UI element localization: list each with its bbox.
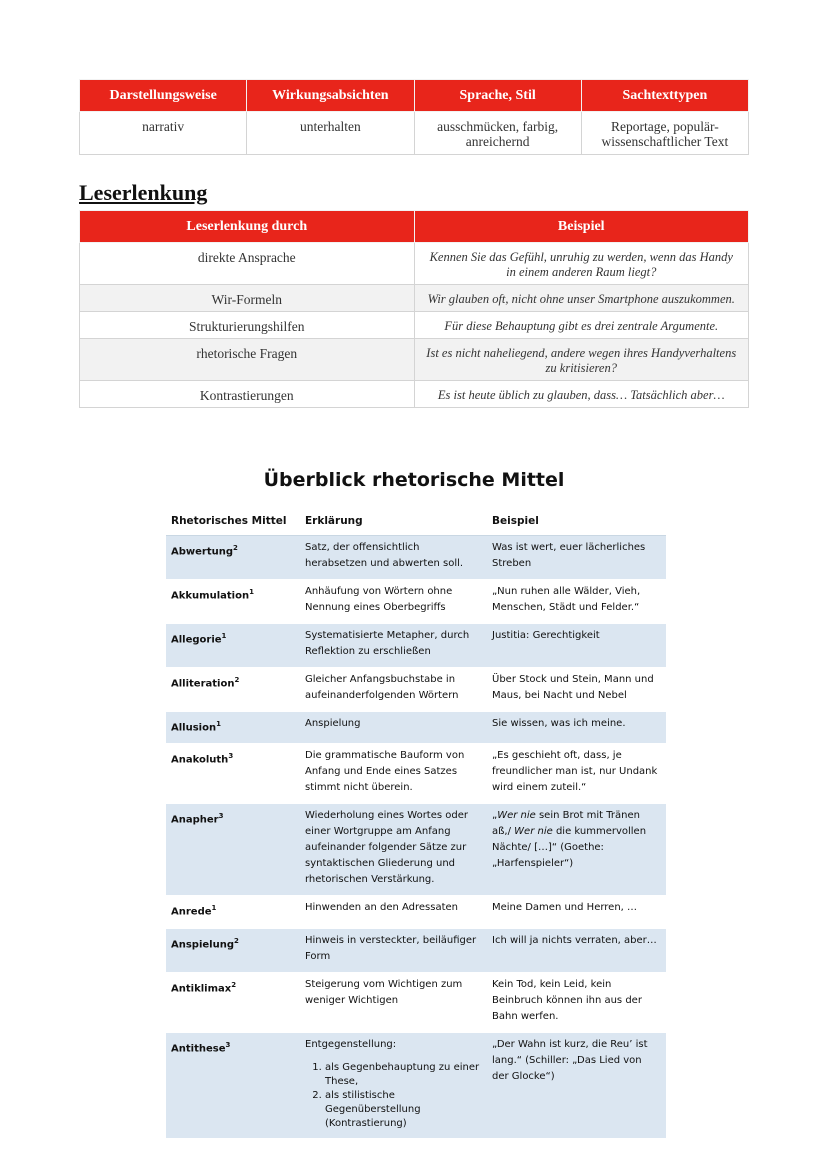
header-sprache-stil: Sprache, Stil: [414, 80, 581, 112]
table-row: [166, 668, 666, 712]
term-sup: 2: [234, 676, 240, 684]
term-name: Akkumulation: [171, 590, 250, 602]
leserlenkung-table: [79, 210, 749, 408]
leserlenkung-beispiel: Kennen Sie das Gefühl, unruhig zu werden, wenn das Handy in einem anderen Raum liegt?: [414, 243, 749, 285]
beispiel-cell: Über Stock und Stein, Mann und Maus, bei Nacht und Nebel: [487, 668, 666, 712]
erklaerung-cell: Anspielung: [300, 712, 487, 744]
term-name: Antithese: [171, 1042, 226, 1054]
leserlenkung-header-row: [80, 211, 749, 243]
term-sup: 1: [216, 720, 221, 728]
table-row: [166, 1032, 666, 1138]
table-row: [166, 580, 666, 624]
table-row: [80, 285, 749, 312]
term-cell: [166, 536, 300, 580]
term-cell: [166, 972, 300, 1032]
erklaerung-cell: Satz, der offensichtlich herabsetzen und abwerten soll.: [300, 536, 487, 580]
erklaerung-cell: Anhäufung von Wörtern ohne Nennung eines Oberbegriffs: [300, 580, 487, 624]
term-name: Anakoluth: [171, 754, 229, 766]
leserlenkung-beispiel: Es ist heute üblich zu glauben, dass… Tatsächlich aber…: [414, 381, 749, 408]
beispiel-cell: [487, 804, 666, 896]
erklaerung-cell: Hinwenden an den Adressaten: [300, 896, 487, 928]
erklaerung-cell: Gleicher Anfangsbuchstabe in aufeinanderfolgenden Wörtern: [300, 668, 487, 712]
term-cell: [166, 712, 300, 744]
beispiel-cell: Ich will ja nichts verraten, aber…: [487, 928, 666, 972]
header-erklaerung: Erklärung: [300, 507, 487, 536]
header-wirkungsabsichten: Wirkungsabsichten: [247, 80, 414, 112]
beispiel-text: die kummervollen Nächte/ […]“ (Goethe: „Harfenspieler“): [492, 826, 647, 870]
table-row: [80, 339, 749, 381]
erklaerung-text: Entgegenstellung:: [305, 1038, 397, 1050]
term-cell: [166, 1032, 300, 1138]
leserlenkung-mittel: Strukturierungshilfen: [80, 312, 415, 339]
beispiel-cell: Justitia: Gerechtigkeit: [487, 624, 666, 668]
erklaerung-cell: Hinweis in versteckter, beiläufiger Form: [300, 928, 487, 972]
term-name: Allegorie: [171, 634, 222, 646]
beispiel-emphasis: Wer nie: [514, 826, 553, 838]
list-item: 2. als stilistische Gegenüberstellung (Kontrastierung): [325, 1089, 482, 1131]
table-row: [166, 624, 666, 668]
term-cell: [166, 580, 300, 624]
table-row: [166, 744, 666, 804]
header-rhetorisches-mittel: Rhetorisches Mittel: [166, 507, 300, 536]
rhetorik-header-row: [166, 507, 666, 536]
term-name: Anrede: [171, 906, 212, 918]
beispiel-cell: „Es geschieht oft, dass, je freundlicher man ist, nur Undank wird einem zuteil.“: [487, 744, 666, 804]
term-name: Alliteration: [171, 678, 235, 690]
overview-header-row: [80, 80, 749, 112]
header-leserlenkung-durch: Leserlenkung durch: [80, 211, 415, 243]
header-darstellungsweise: Darstellungsweise: [80, 80, 247, 112]
table-row: [166, 536, 666, 580]
term-sup: 3: [225, 1040, 231, 1049]
table-row: [80, 381, 749, 408]
term-sup: 1: [249, 588, 254, 596]
table-row: [80, 243, 749, 285]
leserlenkung-beispiel: Wir glauben oft, nicht ohne unser Smartphone auszukommen.: [414, 285, 749, 312]
beispiel-cell: „Nun ruhen alle Wälder, Vieh, Menschen, Städt und Felder.“: [487, 580, 666, 624]
term-name: Allusion: [171, 722, 217, 734]
term-sup: 2: [231, 980, 237, 989]
term-sup: 2: [234, 936, 239, 945]
table-row: [166, 804, 666, 896]
term-cell: [166, 804, 300, 896]
overview-table: [79, 79, 749, 155]
leserlenkung-beispiel: Für diese Behauptung gibt es drei zentrale Argumente.: [414, 312, 749, 339]
term-name: Antiklimax: [171, 982, 232, 994]
table-row: [166, 972, 666, 1032]
header-beispiel: Beispiel: [414, 211, 749, 243]
erklaerung-cell: Systematisierte Metapher, durch Reflektion zu erschließen: [300, 624, 487, 668]
list-item: 1. als Gegenbehauptung zu einer These,: [325, 1061, 482, 1089]
beispiel-cell: Kein Tod, kein Leid, kein Beinbruch können ihn aus der Bahn werfen.: [487, 972, 666, 1032]
leserlenkung-mittel: Wir-Formeln: [80, 285, 415, 312]
term-cell: [166, 668, 300, 712]
term-sup: 1: [211, 904, 217, 913]
beispiel-cell: Meine Damen und Herren, …: [487, 896, 666, 928]
leserlenkung-mittel: direkte Ansprache: [80, 243, 415, 285]
overview-row: [80, 112, 749, 155]
header-sachtexttypen: Sachtexttypen: [581, 80, 748, 112]
term-sup: 1: [221, 632, 227, 640]
leserlenkung-heading: Leserlenkung: [79, 180, 208, 205]
term-cell: [166, 896, 300, 928]
table-row: [80, 312, 749, 339]
header-rhetorik-beispiel: Beispiel: [487, 507, 666, 536]
table-row: [166, 928, 666, 972]
leserlenkung-beispiel: Ist es nicht naheliegend, andere wegen ihres Handyverhaltens zu kritisieren?: [414, 339, 749, 381]
leserlenkung-mittel: rhetorische Fragen: [80, 339, 415, 381]
cell-sachtexttypen: Reportage, populär-wissenschaftlicher Text: [581, 112, 748, 155]
table-row: [166, 712, 666, 744]
term-name: Anspielung: [171, 938, 235, 950]
leserlenkung-mittel: Kontrastierungen: [80, 381, 415, 408]
erklaerung-cell: [300, 1032, 487, 1138]
rhetorik-table: [166, 507, 666, 1139]
term-sup: 3: [228, 752, 234, 761]
beispiel-cell: Sie wissen, was ich meine.: [487, 712, 666, 744]
beispiel-text: sein Brot mit Tränen aß,/: [492, 810, 640, 838]
term-cell: [166, 928, 300, 972]
term-name: Anapher: [171, 814, 219, 826]
term-sup: 2: [233, 544, 238, 552]
table-row: [166, 896, 666, 928]
term-name: Abwertung: [171, 546, 234, 558]
erklaerung-cell: Steigerung vom Wichtigen zum weniger Wichtigen: [300, 972, 487, 1032]
beispiel-cell: Was ist wert, euer lächerliches Streben: [487, 536, 666, 580]
term-sup: 3: [218, 812, 224, 821]
term-cell: [166, 624, 300, 668]
cell-sprache-stil: ausschmücken, farbig, anreichernd: [414, 112, 581, 155]
beispiel-emphasis: Wer nie: [497, 810, 536, 822]
erklaerung-list: [305, 1061, 482, 1131]
term-cell: [166, 744, 300, 804]
beispiel-cell: „Der Wahn ist kurz, die Reu’ ist lang.“ (Schiller: „Das Lied von der Glocke“): [487, 1032, 666, 1138]
beispiel-quote-open: „: [492, 810, 498, 822]
cell-darstellungsweise: narrativ: [80, 112, 247, 155]
erklaerung-cell: Die grammatische Bauform von Anfang und Ende eines Satzes stimmt nicht überein.: [300, 744, 487, 804]
cell-wirkungsabsichten: unterhalten: [247, 112, 414, 155]
rhetorik-title: Überblick rhetorische Mittel: [263, 469, 565, 491]
erklaerung-cell: Wiederholung eines Wortes oder einer Wortgruppe am Anfang aufeinander folgender Sätze zur syntaktischen Gliederung und rhetorischen Verstärkung.: [300, 804, 487, 896]
